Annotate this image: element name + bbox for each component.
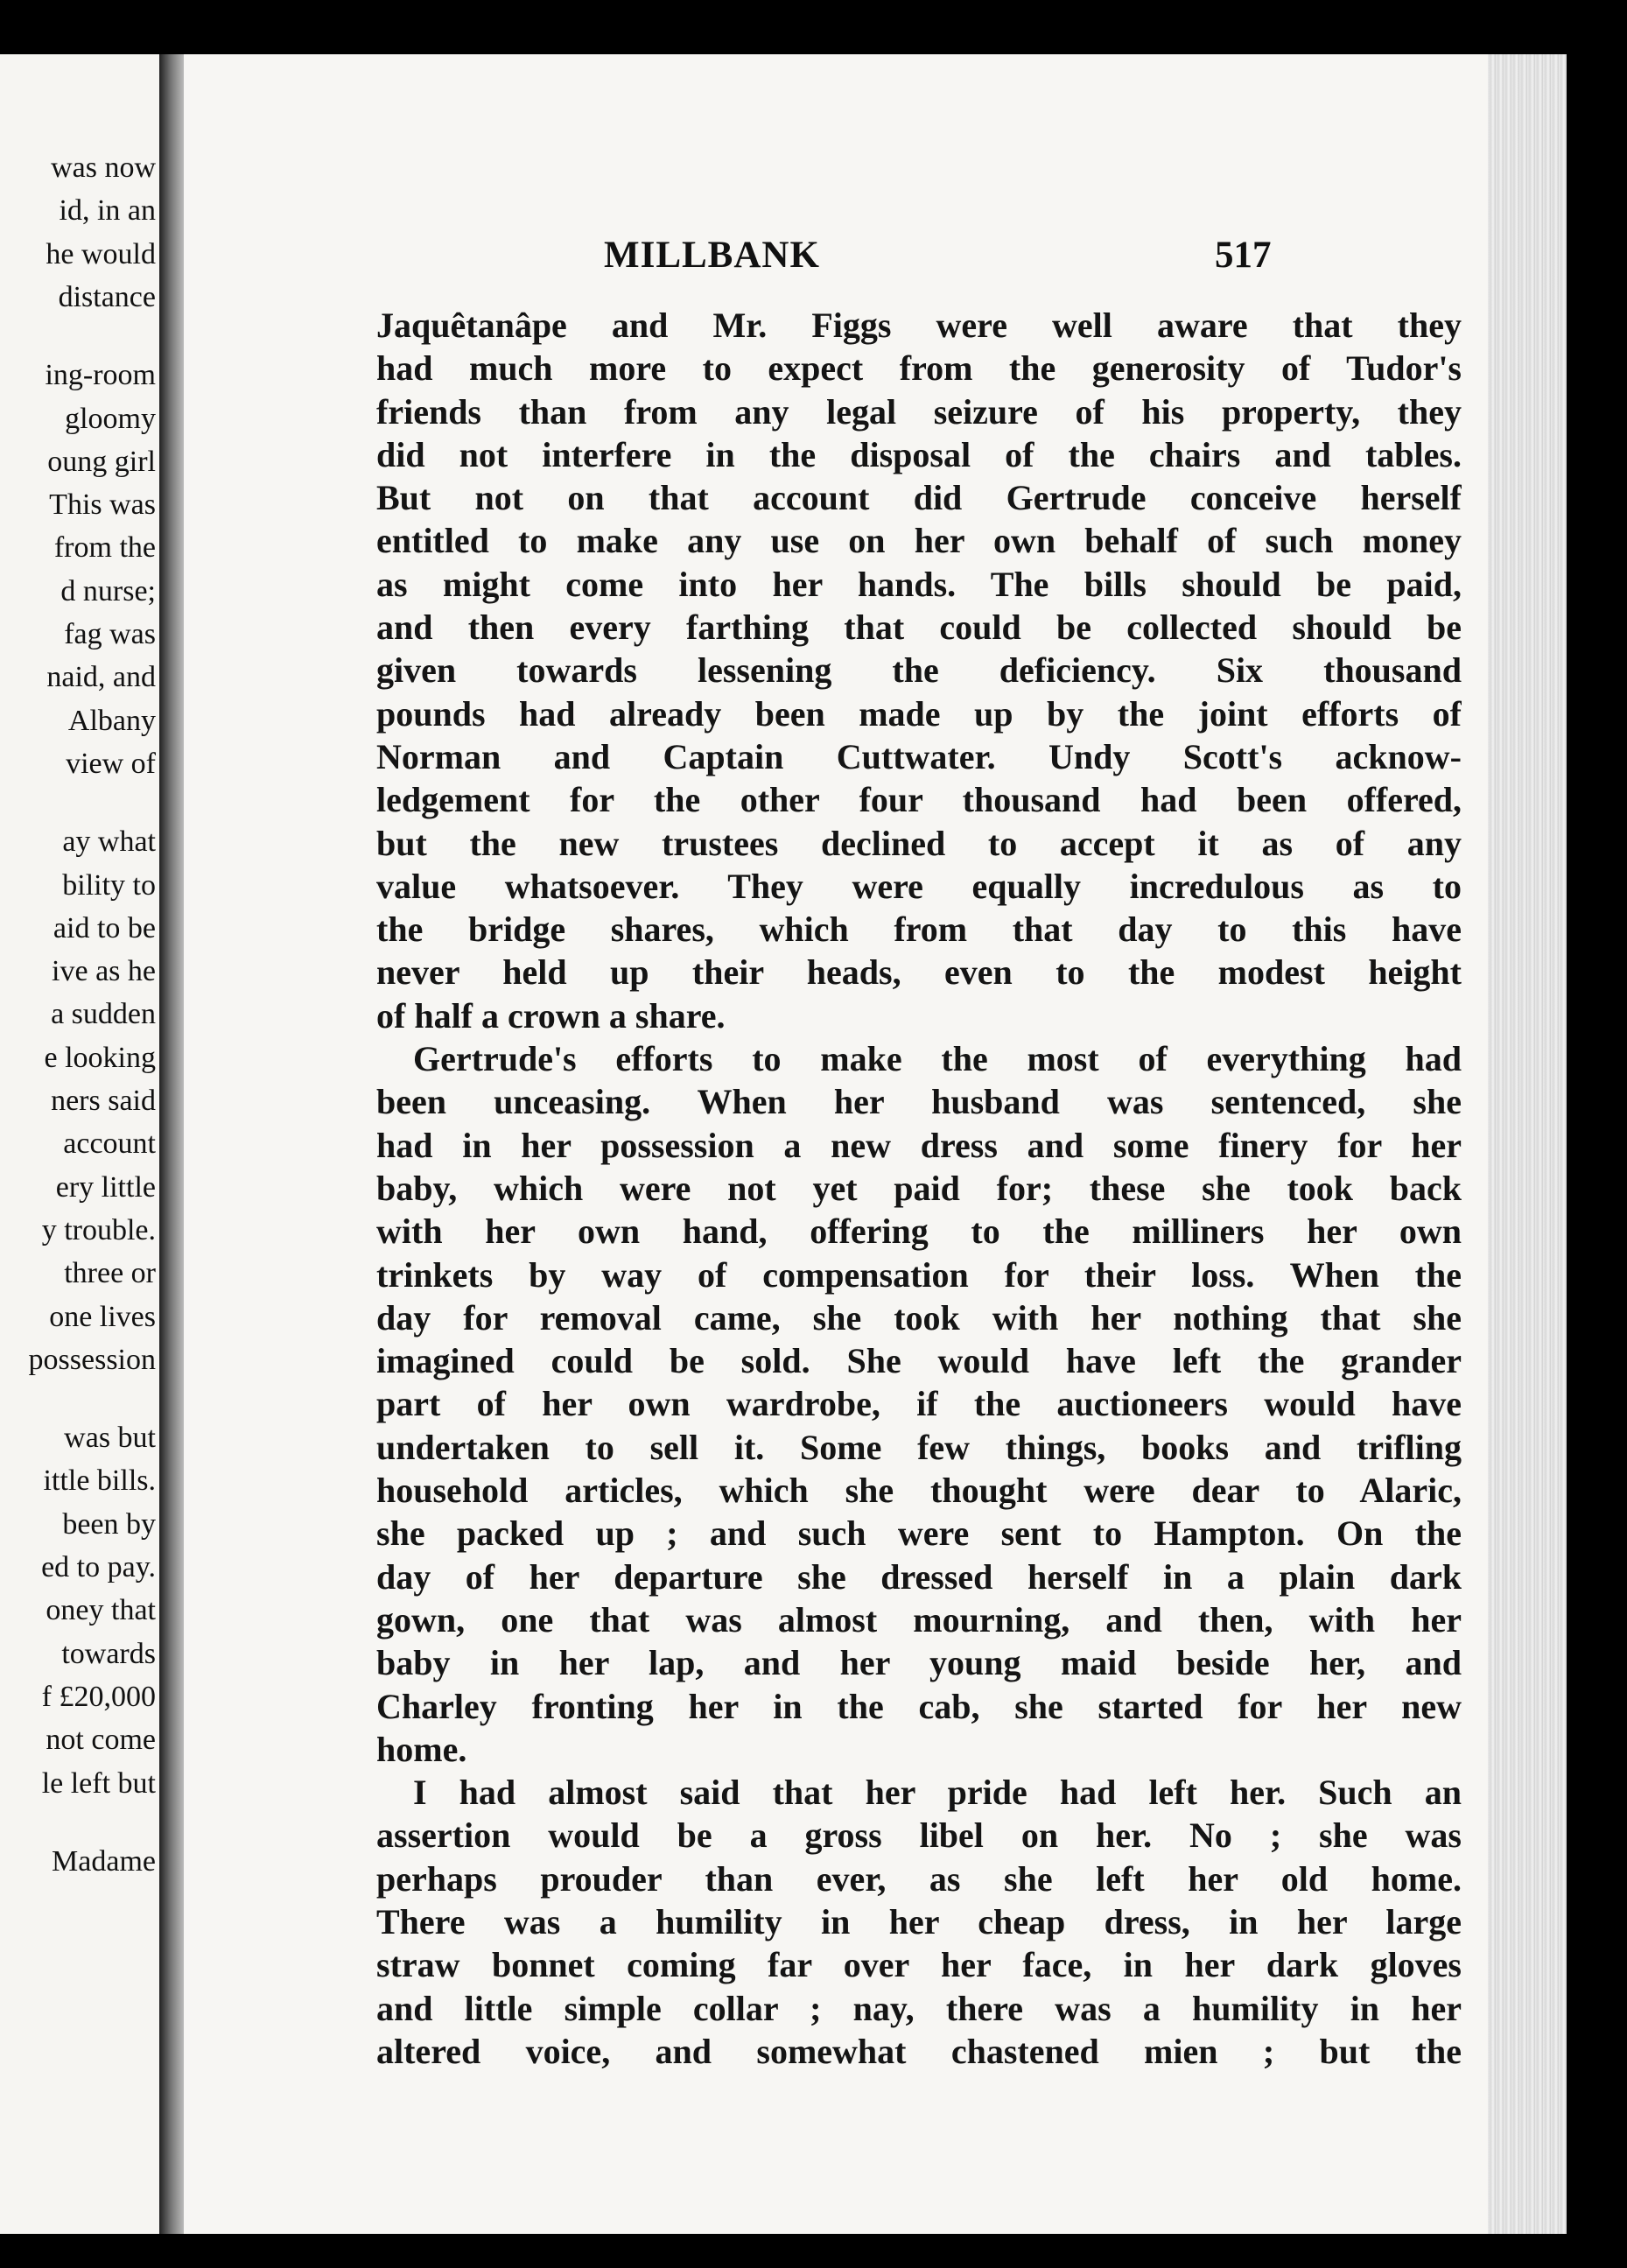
left-page-line: aid to be [53,911,156,944]
text-line: never held up their heads, even to the modest height [376,952,1462,993]
previous-page-fragment [0,54,159,2234]
text-line: undertaken to sell it. Some few things, books and trifling [376,1427,1462,1467]
left-page-line: ed to pay. [41,1551,156,1583]
left-page-line: ittle bills. [43,1464,156,1498]
text-line: been unceasing. When her husband was sentenced, she [376,1082,1462,1122]
left-page-line: possession [28,1343,156,1376]
text-line: trinkets by way of compensation for their loss. When the [376,1254,1462,1295]
text-line: Gertrude's efforts to make the most of everything had [413,1039,1462,1079]
text-line: of half a crown a share. [376,995,726,1036]
text-line: ledgement for the other four thousand had been offered, [376,780,1462,820]
text-line: pounds had already been made up by the joint efforts of [376,693,1462,734]
left-page-line: ay what [62,825,156,859]
text-line: with her own hand, offering to the milliners her own [376,1211,1462,1252]
left-page-line: oney that [46,1594,156,1627]
text-line: the bridge shares, which from that day to this have [376,909,1462,950]
page-edges [1488,54,1567,2234]
text-line: given towards lessening the deficiency. Six thousand [376,650,1462,691]
text-line: she packed up ; and such were sent to Hampton. On the [376,1513,1462,1554]
text-line: but the new trustees declined to accept it as of any [376,823,1462,863]
left-page-line: been by [62,1507,156,1541]
text-line: had in her possession a new dress and some finery for her [376,1125,1462,1165]
paragraph [376,1037,1462,1771]
page-number: 517 [1215,235,1272,276]
left-page-line: view of [66,747,156,780]
left-page-line: oung girl [47,445,156,478]
left-page-line: one lives [49,1300,156,1333]
text-line: entitled to make any use on her own behalf of such money [376,521,1462,561]
text-line: home. [376,1729,467,1769]
left-page-line: e looking [44,1041,156,1074]
left-page-line: was but [64,1422,156,1455]
text-line: and then every farthing that could be collected should be [376,607,1462,648]
text-line: had much more to expect from the generosity of Tudor's [376,348,1462,389]
left-page-line: Albany [67,704,156,737]
left-page-line: was now [51,151,156,184]
left-page-line: id, in an [59,194,156,228]
left-page-line: This was [49,488,156,522]
text-line: baby in her lap, and her young maid beside her, and [376,1643,1462,1683]
text-line: household articles, which she thought were dear to Alaric, [376,1471,1462,1511]
left-page-line: a sudden [51,998,156,1031]
left-page-line: account [63,1127,156,1161]
left-page-line: le left but [41,1766,156,1800]
left-page-line: d nurse; [60,574,156,607]
text-line: and little simple collar ; nay, there was a humility in her [376,1988,1462,2028]
left-page-line: ners said [51,1085,156,1117]
text-line: There was a humility in her cheap dress, in her large [376,1901,1462,1941]
text-line: value whatsoever. They were equally incredulous as to [376,866,1462,906]
text-line: Charley fronting her in the cab, she started for her new [376,1686,1462,1726]
text-line: imagined could be sold. She would have left the grander [376,1341,1462,1381]
left-page-line: three or [64,1257,156,1290]
left-page-line: fag was [64,618,156,650]
text-line: gown, one that was almost mourning, and then, with her [376,1599,1462,1640]
left-page-line: towards [61,1637,156,1670]
text-line: day for removal came, she took with her nothing that she [376,1297,1462,1338]
text-line: altered voice, and somewhat chastened mien ; but the [376,2031,1462,2071]
left-page-line: naid, and [46,661,156,694]
body-text [376,304,1462,2073]
text-line: baby, which were not yet paid for; these she took back [376,1168,1462,1208]
left-page-line: Madame [52,1844,156,1878]
left-page-line: ive as he [52,955,156,988]
left-page-line: he would [46,237,156,270]
running-head [184,234,1497,286]
text-line: assertion would be a gross libel on her. No ; she was [376,1815,1462,1856]
text-line: day of her departure she dressed herself in a plain dark [376,1556,1462,1597]
text-line: friends than from any legal seizure of his property, they [376,391,1462,432]
paragraph [376,304,1462,1037]
running-title: MILLBANK [604,235,820,276]
text-line: as might come into her hands. The bills should be paid, [376,564,1462,604]
book-page [184,54,1497,2234]
left-page-line: bility to [62,868,156,902]
text-line: perhaps prouder than ever, as she left her old home. [376,1858,1462,1899]
text-line: But not on that account did Gertrude conceive herself [376,478,1462,518]
left-page-line: ery little [55,1170,156,1204]
left-page-line: ing-room [45,359,156,392]
left-page-line: y trouble. [41,1213,156,1246]
left-page-line: gloomy [65,402,156,435]
text-line: I had almost said that her pride had left her. Such an [413,1773,1462,1813]
text-line: did not interfere in the disposal of the chairs and tables. [376,434,1462,474]
text-line: Norman and Captain Cuttwater. Undy Scott's acknow- [376,736,1462,776]
left-page-line: distance [58,280,156,313]
left-page-line: not come [46,1724,156,1757]
text-line: part of her own wardrobe, if the auctioneers would have [376,1384,1462,1424]
left-page-line: from the [53,531,156,565]
paragraph [376,1771,1462,2073]
left-page-line: f £20,000 [41,1680,156,1713]
text-line: straw bonnet coming far over her face, in her dark gloves [376,1945,1462,1985]
text-line: Jaquêtanâpe and Mr. Figgs were well aware that they [376,305,1462,345]
